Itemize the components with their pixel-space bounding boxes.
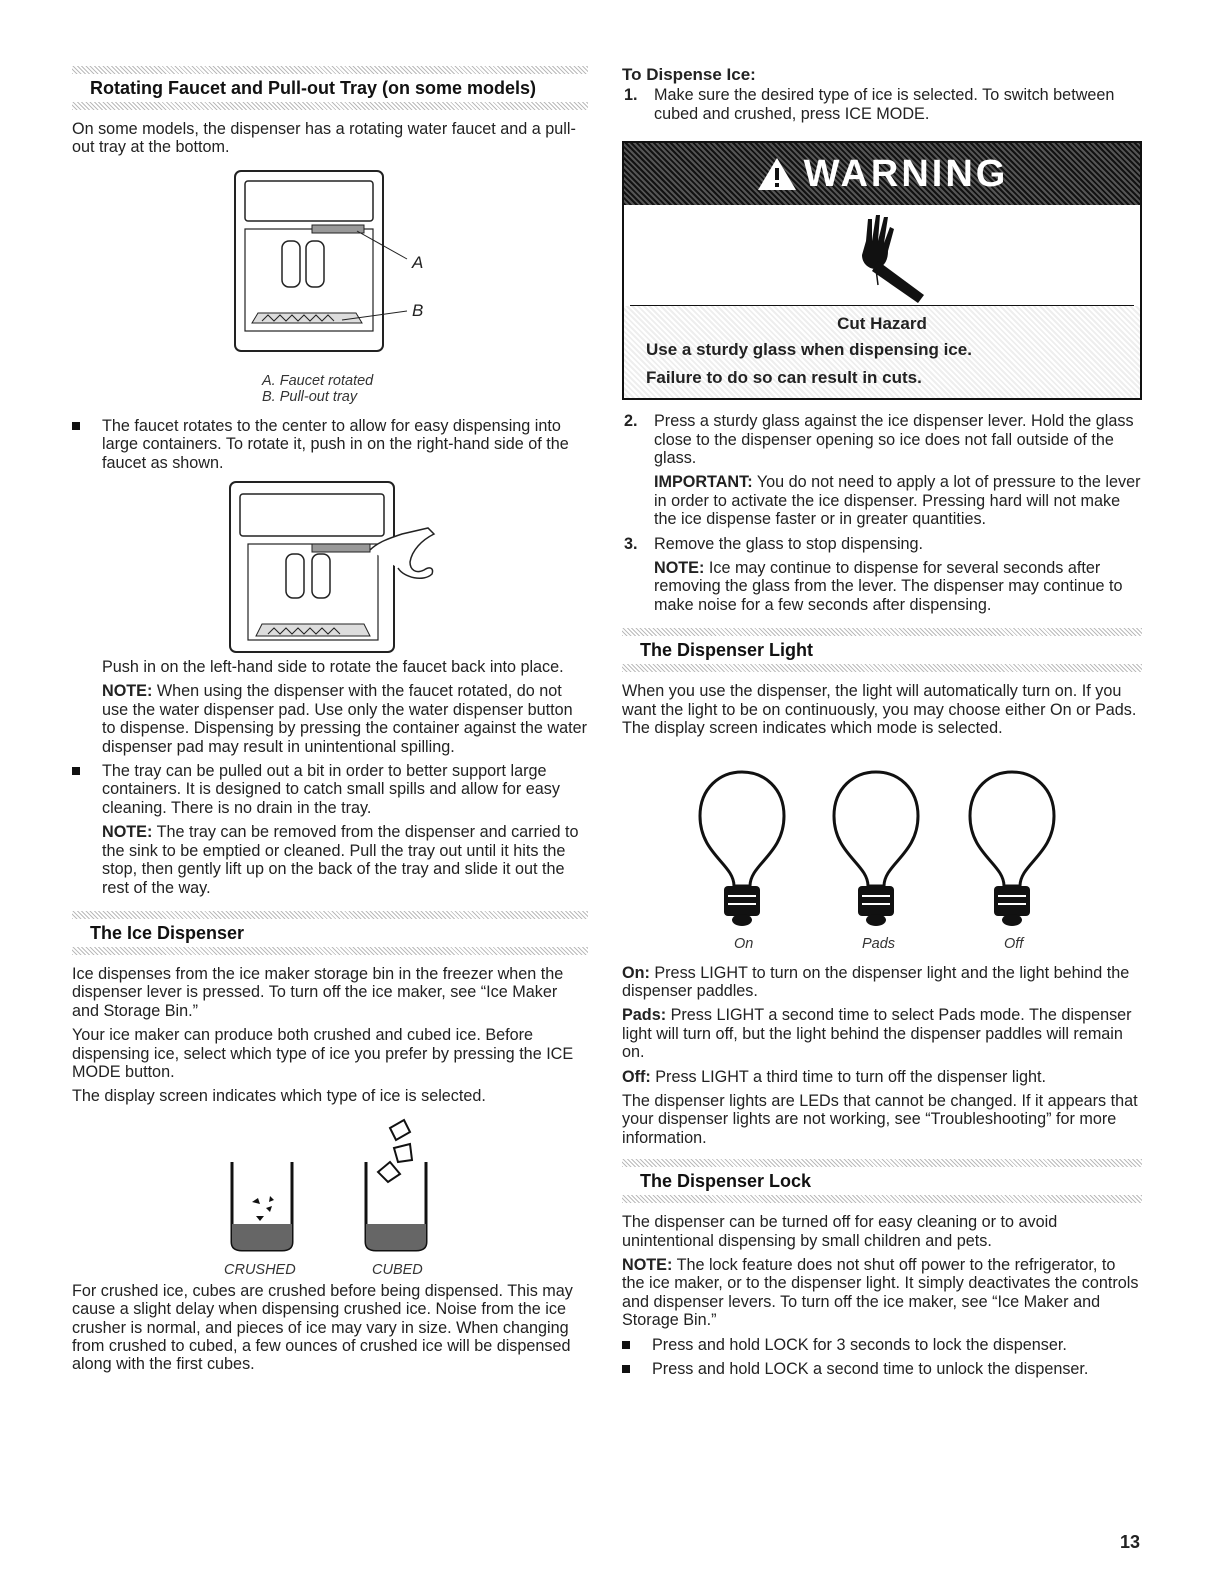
cubed-ice-icon xyxy=(366,1120,426,1250)
important-paragraph xyxy=(622,473,1142,528)
divider xyxy=(72,911,588,919)
note-label: NOTE: xyxy=(102,682,153,701)
left-column xyxy=(72,66,588,1380)
important-label: IMPORTANT: xyxy=(654,473,753,492)
note-paragraph xyxy=(72,682,588,756)
note-paragraph xyxy=(72,823,588,897)
warning-box xyxy=(622,141,1142,400)
warning-line: Failure to do so can result in cuts. xyxy=(646,368,922,388)
paragraph: For crushed ice, cubes are crushed before being dispensed. This may cause a slight delay when dispensing crushed ice. Noise from the ice crusher is normal, and pieces of ice may vary in size. When changing from crushed to cubed, a few ounces of crushed ice will be dispensed along with the first cubes. xyxy=(72,1281,573,1374)
list-item-text: The tray can be pulled out a bit in order to better support large containers. It is designed to catch small spills and allow for easy cleaning. There is no drain in the tray. xyxy=(102,762,560,817)
section-title: The Dispenser Lock xyxy=(640,1171,812,1192)
bulb-on-label: On xyxy=(734,935,754,952)
section-title: The Dispenser Light xyxy=(640,640,814,661)
divider xyxy=(72,947,588,955)
note-text: The tray can be removed from the dispenser and carried to the sink to be emptied or cleaned. Pull the tray out until it hits the stop, then gently lift up on the back of the tray and slide it out the rest of the way. xyxy=(102,823,579,897)
bulb-pads-label: Pads xyxy=(862,935,896,952)
note-paragraph xyxy=(622,559,1142,614)
caption-b: B. Pull-out tray xyxy=(262,388,358,405)
section-header-dispenser-light xyxy=(622,628,1142,672)
bulb-off-icon xyxy=(970,772,1054,926)
paragraph: The dispenser lights are LEDs that cannot be changed. If it appears that your dispenser lights are not working, see “Troubleshooting” for more information. xyxy=(622,1091,1138,1147)
callout-label-b: B xyxy=(412,300,424,320)
on-label: On: xyxy=(622,963,650,982)
list-item xyxy=(622,1336,1142,1354)
warning-header xyxy=(624,143,1140,205)
section-header-ice-dispenser xyxy=(72,911,588,955)
faucet-push-figure xyxy=(72,478,588,658)
warning-icon-area xyxy=(630,205,1134,306)
paragraph xyxy=(622,964,1142,1001)
section-title: Rotating Faucet and Pull-out Tray (on some models) xyxy=(90,78,537,98)
paragraph: On some models, the dispenser has a rotating water faucet and a pull-out tray at the bottom. xyxy=(72,120,576,157)
paragraph: The dispenser can be turned off for easy cleaning or to avoid unintentional dispensing by small children and pets. xyxy=(622,1213,1058,1250)
divider xyxy=(72,66,588,74)
list-item-text: Press and hold LOCK a second time to unlock the dispenser. xyxy=(652,1360,1089,1378)
divider xyxy=(72,102,588,110)
note-label: NOTE: xyxy=(654,559,705,578)
paragraph: Ice dispenses from the ice maker storage bin in the freezer when the dispenser lever is pressed. To turn off the ice maker, see “Ice Maker and Storage Bin.” xyxy=(72,964,564,1020)
divider xyxy=(622,1159,1142,1167)
bullet-icon xyxy=(72,767,80,775)
step-text: Make sure the desired type of ice is selected. To switch between cubed and crushed, press ICE MODE. xyxy=(654,86,1115,123)
warning-line: Use a sturdy glass when dispensing ice. xyxy=(646,340,972,360)
list-item xyxy=(622,1360,1142,1378)
section-header-dispenser-lock xyxy=(622,1159,1142,1203)
pads-text: Press LIGHT a second time to select Pads mode. The dispenser light will turn off, but the light behind the dispenser paddles will remain on. xyxy=(622,1006,1132,1062)
section-header-rotating-faucet xyxy=(72,66,588,110)
list-item xyxy=(72,762,588,817)
paragraph xyxy=(622,1068,1142,1086)
paragraph xyxy=(622,1006,1142,1061)
right-column xyxy=(622,66,1142,1384)
section-title: The Ice Dispenser xyxy=(90,922,245,943)
list-item-text: The faucet rotates to the center to allow for easy dispensing into large containers. To rotate it, push in on the right-hand side of the faucet as shown. xyxy=(102,416,569,472)
warning-triangle-icon xyxy=(756,156,798,192)
hazard-title: Cut Hazard xyxy=(837,314,927,334)
step-number: 1. xyxy=(624,86,638,105)
on-text: Press LIGHT to turn on the dispenser light and the light behind the dispenser paddles. xyxy=(622,963,1130,1000)
pads-label: Pads: xyxy=(622,1006,667,1025)
step-item xyxy=(622,412,1142,467)
warning-text xyxy=(624,306,1140,398)
note-paragraph xyxy=(622,1256,1142,1330)
bullet-icon xyxy=(72,422,80,430)
note-label: NOTE: xyxy=(622,1255,673,1274)
caption-a: A. Faucet rotated xyxy=(262,372,374,389)
warning-title: WARNING xyxy=(803,152,1009,195)
step-number: 2. xyxy=(624,412,638,431)
step-number: 3. xyxy=(624,534,638,553)
off-text: Press LIGHT a third time to turn off the dispenser light. xyxy=(650,1067,1047,1086)
bullet-icon xyxy=(622,1365,630,1373)
bulb-off-label: Off xyxy=(1004,935,1024,952)
cut-hand-icon xyxy=(838,211,938,303)
paragraph: Push in on the left-hand side to rotate the faucet back into place. xyxy=(102,658,564,677)
light-mode-figure xyxy=(622,744,1142,964)
bulb-on-icon xyxy=(700,772,784,926)
paragraph: Your ice maker can produce both crushed and cubed ice. Before dispensing ice, select which type of ice you prefer by pressing the ICE MODE button. xyxy=(72,1026,574,1081)
step-item xyxy=(622,535,1142,553)
divider xyxy=(622,628,1142,636)
note-text: The lock feature does not shut off power to the refrigerator, to the ice maker, or to the dispenser light. It simply deactivates the controls and dispenser levers. To turn off the ice maker, see “Ice Maker and Storage Bin.” xyxy=(622,1255,1139,1330)
light-bulb-icons xyxy=(622,744,1142,944)
divider xyxy=(622,1195,1142,1203)
list-item-text: Press and hold LOCK for 3 seconds to lock the dispenser. xyxy=(652,1335,1067,1354)
figure-caption xyxy=(72,373,588,405)
divider xyxy=(622,664,1142,672)
list-item xyxy=(72,417,588,472)
step-item xyxy=(622,86,1142,123)
note-label: NOTE: xyxy=(102,823,153,842)
cubed-label: CUBED xyxy=(372,1261,423,1278)
note-text: Ice may continue to dispense for several seconds after removing the glass from the lever. The dispenser may continue to make noise for a few seconds after dispensing. xyxy=(654,559,1123,614)
bulb-pads-icon xyxy=(834,772,918,926)
page-number: 13 xyxy=(1120,1532,1141,1552)
important-text: You do not need to apply a lot of pressure to the lever in order to activate the ice dispenser. Pressing hard will not make the ice dispense faster or in greater quantities. xyxy=(654,473,1141,529)
subheading: To Dispense Ice: xyxy=(622,65,756,84)
paragraph: When you use the dispenser, the light will automatically turn on. If you want the light to be on continuously, you may choose either On or Pads. The display screen indicates which mode is selected. xyxy=(622,682,1137,738)
ice-type-figure xyxy=(72,1112,588,1282)
dispenser-push-diagram xyxy=(72,478,588,658)
faucet-rotated-figure xyxy=(72,163,588,373)
step-text: Remove the glass to stop dispensing. xyxy=(654,534,924,553)
step-text: Press a sturdy glass against the ice dispenser lever. Hold the glass close to the dispenser opening so ice does not fall outside of the glass. xyxy=(654,412,1134,468)
crushed-label: CRUSHED xyxy=(224,1261,296,1278)
dispenser-diagram xyxy=(72,163,588,373)
bullet-icon xyxy=(622,1341,630,1349)
paragraph: The display screen indicates which type of ice is selected. xyxy=(72,1087,486,1106)
crushed-ice-icon xyxy=(232,1162,292,1250)
note-text: When using the dispenser with the faucet rotated, do not use the water dispenser pad. Use only the water dispenser button to dispense. Dispensing by pressing the container against the water dispenser pad may result in unintentional spilling. xyxy=(102,682,588,756)
callout-label-a: A xyxy=(412,252,424,272)
ice-type-icons xyxy=(72,1112,588,1262)
off-label: Off: xyxy=(622,1067,651,1086)
